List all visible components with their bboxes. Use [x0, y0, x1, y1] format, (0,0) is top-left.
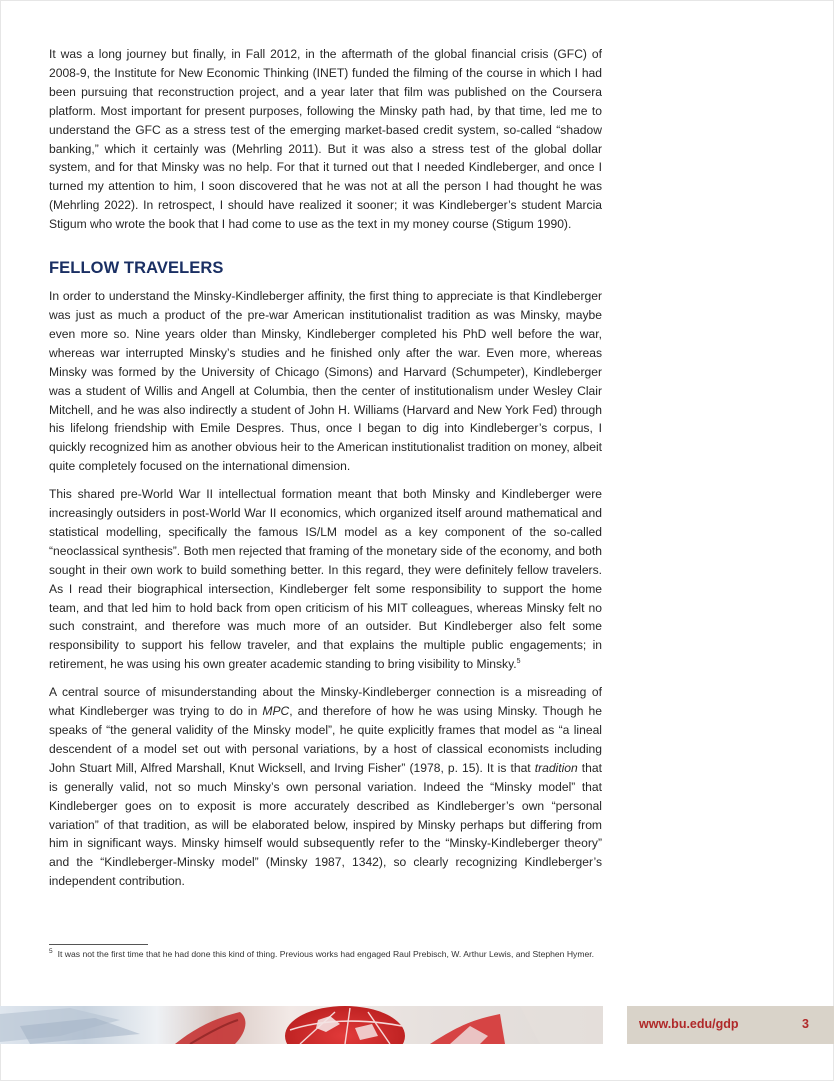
globe-banner-graphic: [0, 1006, 603, 1044]
paragraph-3-text-2: , and therefore of how he was using Minsky. Though he speaks of “the general validity of the Minsky model”, he quite explicitly frames that model as “a lineal descendent of a model set out with personal variations, by a host of classical economists including John Stuart Mill, Alfred Marshall, Knut Wicksell, and Irving Fisher” (1978, p. 15). It is that: [49, 704, 602, 775]
paragraph-2: [49, 485, 602, 674]
intro-paragraph: It was a long journey but finally, in Fall 2012, in the aftermath of the global financial crisis (GFC) of 2008-9, the Institute for New Economic Thinking (INET) funded the filming of the course in which I had been pursuing that reconstruction project, and a year later that film was published on the Coursera platform. Most important for present purposes, following the Minsky path had, by that time, led me to understand the GFC as a stress test of the emerging market-based credit system, so-called “shadow banking,” which it certainly was (Mehrling 2011). But it was also a stress test of the global dollar system, and for that Minsky was no help. For that it turned out that I needed Kindleberger, and once I turned my attention to him, I soon discovered that he was not at all the person I had thought he was (Mehrling 2022). In retrospect, I should have realized it sooner; it was Kindleberger’s student Marcia Stigum who wrote the book that I had come to use as the text in my money course (Stigum 1990).: [49, 47, 602, 232]
footnote-text: It was not the first time that he had done this kind of thing. Previous works had engaged Raul Prebisch, W. Arthur Lewis, and Stephen Hymer.: [57, 949, 595, 959]
paragraph-3: [49, 683, 602, 891]
paragraph-3-italic-2: tradition: [534, 760, 578, 775]
main-content: [49, 45, 602, 900]
footer-bar: [627, 1006, 834, 1044]
footnote-divider: [49, 944, 148, 945]
footnote: [49, 948, 602, 961]
paragraph-1: In order to understand the Minsky-Kindleberger affinity, the first thing to appreciate is that Kindleberger was just as much a product of the pre-war American institutionalist tradition as was Minsky, maybe even more so. Nine years older than Minsky, Kindleberger completed his PhD well before the war, whereas war interrupted Minsky’s studies and he finished only after the war. Even more, whereas Minsky was formed by the University of Chicago (Simons) and Harvard (Schumpeter), Kindleberger was a student of Willis and Angell at Columbia, then the center of institutionalism under Wesley Clair Mitchell, and he was also indirectly a student of John H. Williams (Harvard and New York Fed) through his lifelong friendship with Emile Despres. Thus, once I began to dig into Kindleberger’s corpus, I quickly recognized him as another obvious heir to the American institutionalist tradition on money, albeit quite completely focused on the international dimension.: [49, 289, 602, 474]
page-number: 3: [802, 1017, 809, 1031]
footnote-reference[interactable]: 5: [516, 658, 521, 666]
footnote-mark: 5: [49, 948, 53, 956]
paragraph-3-italic-1: MPC: [262, 704, 290, 719]
footer-url-link[interactable]: www.bu.edu/gdp: [639, 1017, 739, 1031]
section-title: FELLOW TRAVELERS: [49, 259, 224, 278]
paragraph-3-text-3: that is generally valid, not so much Minsky’s own personal variation. Indeed the “Minsky model” that Kindleberger goes on to exposit is more accurately described as Kindleberger’s own “personal variation” of that tradition, as will be elaborated below, inspired by Minsky perhaps but differing from him in significant ways. Minsky himself would subsequently refer to the “Minsky-Kindleberger theory” and the “Kindleberger-Minsky model” (Minsky 1987, 1342), so clearly recognizing Kindleberger’s independent contribution.: [49, 760, 602, 889]
paragraph-2-text: This shared pre-World War II intellectual formation meant that both Minsky and Kindleberger were increasingly outsiders in post-World War II economics, which organized itself around mathematical and statistical modelling, specifically the famous IS/LM model as a key component of the so-called “neoclassical synthesis”. Both men rejected that framing of the monetary side of the economy, and both sought in their own work to build something better. In this regard, they were definitely fellow travelers. As I read their biographical intersection, Kindleberger felt some responsibility to support the home team, and that led him to hold back from open criticism of his MIT colleagues, whereas Minsky felt no such constraint, and therefore was much more of an outsider. But Kindleberger also felt some responsibility to support his fellow traveler, and that explains the multiple public engagements; in retirement, he was using his own greater academic standing to bring visibility to Minsky.: [49, 487, 602, 672]
footer-banner-image: [0, 1006, 603, 1044]
paragraph-3-text-1: A central source of misunderstanding about the Minsky-Kindleberger connection is a misreading of what Kindleberger was trying to do in: [49, 685, 602, 719]
